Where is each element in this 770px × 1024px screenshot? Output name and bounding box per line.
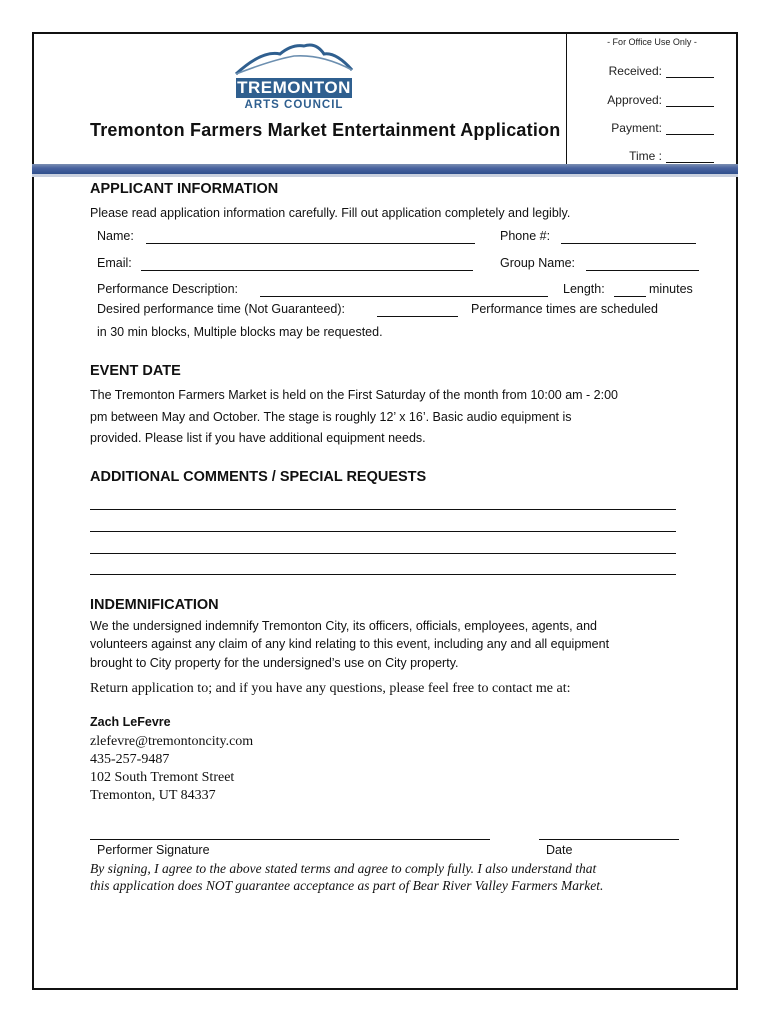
contact-city: Tremonton, UT 84337 (90, 788, 216, 803)
approved-blank[interactable] (666, 95, 714, 107)
office-divider (566, 32, 567, 170)
contact-intro: Return application to; and if you have any questions, please feel free to contact me at: (90, 681, 571, 696)
terms-line-1: By signing, I agree to the above stated terms and agree to comply fully. I also understand that (90, 861, 597, 876)
comment-line-1[interactable] (90, 509, 676, 510)
indemnification-line-3: brought to City property for the undersigned’s use on City property. (90, 656, 459, 670)
contact-email[interactable]: zlefevre@tremontoncity.com (90, 734, 254, 749)
office-received (568, 64, 714, 78)
comment-line-2[interactable] (90, 531, 676, 532)
performance-description-label: Performance Description: (97, 282, 239, 296)
office-payment (568, 121, 714, 135)
time-blank[interactable] (666, 151, 714, 163)
length-field[interactable] (614, 296, 646, 297)
name-label: Name: (97, 229, 134, 243)
phone-field[interactable] (561, 243, 696, 244)
event-heading: EVENT DATE (90, 363, 181, 379)
comments-heading: ADDITIONAL COMMENTS / SPECIAL REQUESTS (90, 469, 427, 485)
performance-description-field[interactable] (260, 296, 548, 297)
logo-line2: ARTS COUNCIL (244, 99, 344, 111)
email-label: Email: (97, 256, 132, 270)
group-name-field[interactable] (586, 270, 699, 271)
group-name-label: Group Name: (500, 256, 576, 270)
contact-phone: 435-257-9487 (90, 752, 170, 767)
received-label: Received: (608, 64, 662, 78)
performer-signature-label: Performer Signature (97, 843, 210, 857)
approved-label: Approved: (607, 93, 662, 107)
payment-blank[interactable] (666, 123, 714, 135)
event-line-2: pm between May and October. The stage is roughly 12’ x 16’. Basic audio equipment is (90, 410, 572, 424)
email-field[interactable] (141, 270, 473, 271)
terms-line-2: this application does NOT guarantee acceptance as part of Bear River Valley Farmers Market. (90, 878, 604, 893)
indemnification-line-1: We the undersigned indemnify Tremonton City, its officers, officials, employees, agents, and (90, 619, 597, 633)
mountains-icon (232, 40, 356, 80)
office-use-heading: - For Office Use Only - (607, 37, 697, 47)
time-label: Time : (629, 149, 662, 163)
logo (232, 40, 356, 114)
event-line-3: provided. Please list if you have additional equipment needs. (90, 431, 426, 445)
payment-label: Payment: (611, 121, 662, 135)
office-approved (568, 93, 714, 107)
phone-label: Phone #: (500, 229, 551, 243)
header-band (32, 164, 738, 174)
comment-line-3[interactable] (90, 553, 676, 554)
contact-street: 102 South Tremont Street (90, 770, 235, 785)
applicant-intro: Please read application information carefully. Fill out application completely and legibly. (90, 206, 571, 220)
page-title: Tremonton Farmers Market Entertainment Application (90, 120, 561, 140)
length-label: Length: (563, 282, 605, 296)
desired-time-field[interactable] (377, 316, 458, 317)
applicant-heading: APPLICANT INFORMATION (90, 181, 279, 197)
header-band-shadow (32, 174, 738, 177)
logo-line1: TREMONTON (237, 78, 351, 97)
blocks-note: in 30 min blocks, Multiple blocks may be requested. (97, 325, 383, 339)
date-label: Date (546, 843, 573, 857)
comment-line-4[interactable] (90, 574, 676, 575)
indemnification-line-2: volunteers against any claim of any kind relating to this event, including any and all equipment (90, 637, 610, 651)
office-time (568, 149, 714, 163)
date-field[interactable] (539, 839, 679, 840)
performer-signature-field[interactable] (90, 839, 490, 840)
minutes-label: minutes (649, 282, 693, 296)
scheduled-note: Performance times are scheduled (471, 302, 658, 316)
contact-name: Zach LeFevre (90, 715, 171, 729)
event-line-1: The Tremonton Farmers Market is held on the First Saturday of the month from 10:00 am - 2:00 (90, 388, 619, 402)
desired-time-label: Desired performance time (Not Guaranteed): (97, 302, 346, 316)
received-blank[interactable] (666, 66, 714, 78)
name-field[interactable] (146, 243, 475, 244)
indemnification-heading: INDEMNIFICATION (90, 597, 219, 613)
